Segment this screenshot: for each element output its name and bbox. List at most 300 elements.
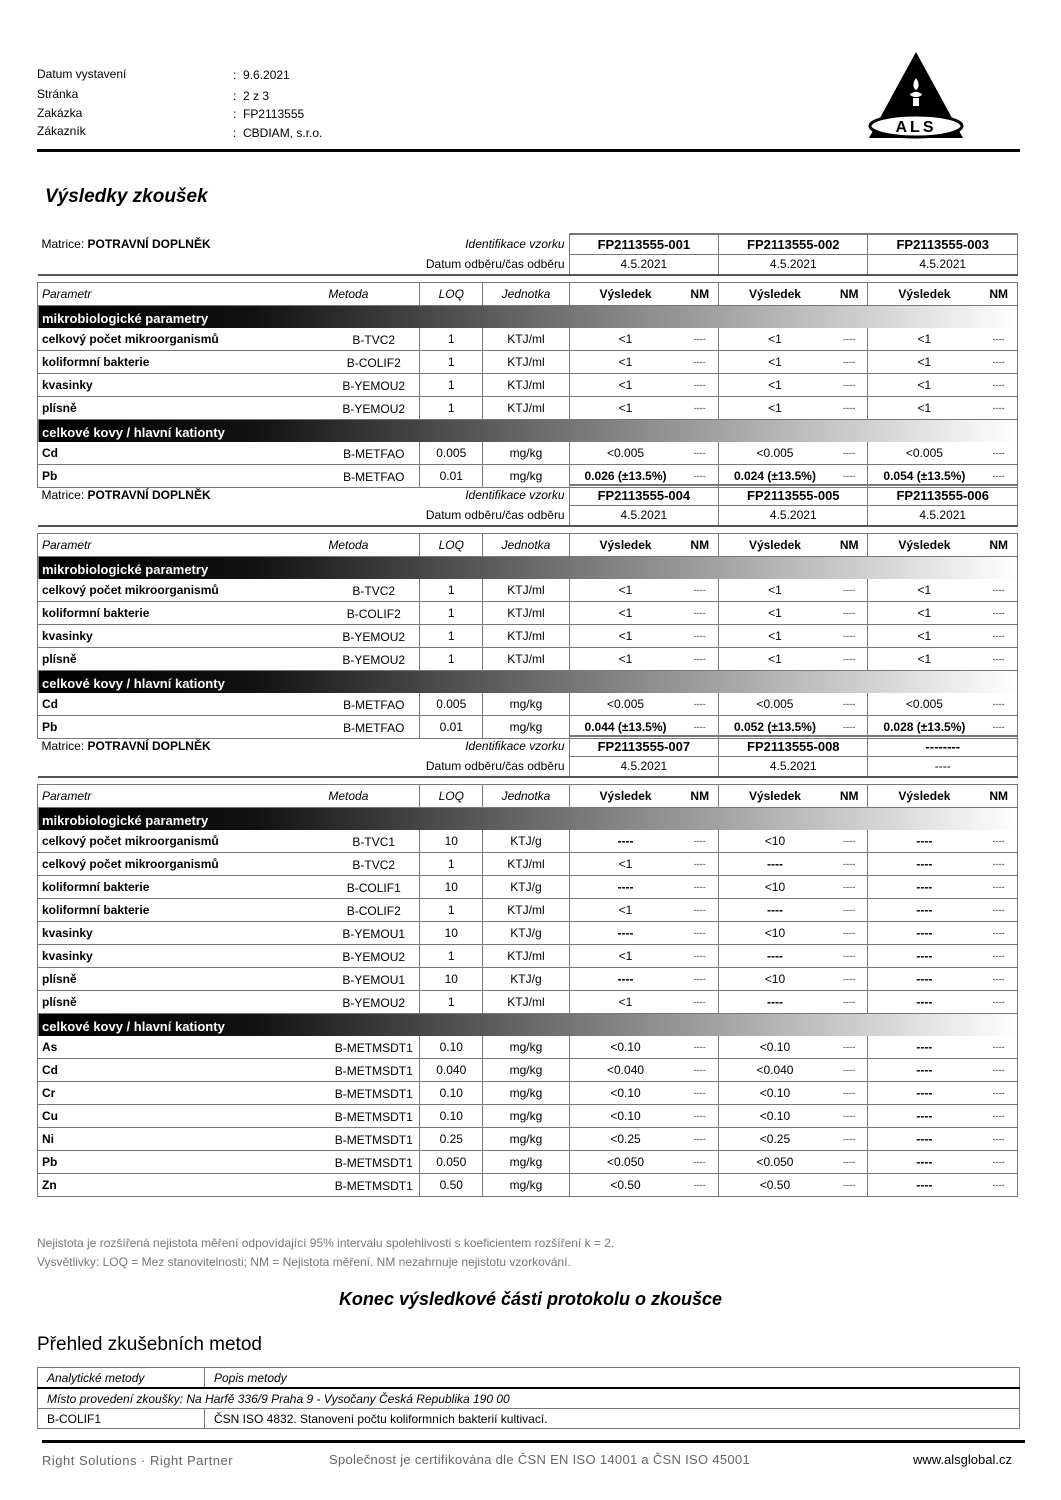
result-value: ---- xyxy=(916,948,933,963)
nm-value: ---- xyxy=(831,1128,868,1151)
col-header-result: Výsledek xyxy=(599,537,652,552)
nm-value: ---- xyxy=(980,579,1017,602)
header-label-page: Stránka xyxy=(37,87,79,101)
result-value: <1 xyxy=(768,605,782,620)
header-label-customer: Zákazník xyxy=(37,124,86,138)
nm-value: ---- xyxy=(831,1105,868,1128)
parameter-name: Ni xyxy=(38,1128,329,1151)
table-row xyxy=(38,876,1018,899)
nm-value: ---- xyxy=(681,876,718,899)
method-code: B-YEMOU2 xyxy=(328,625,419,648)
method-code: B-TVC1 xyxy=(328,830,419,853)
table-row xyxy=(38,1128,1018,1151)
result-value: <1 xyxy=(618,377,633,392)
unit: KTJ/ml xyxy=(483,899,569,922)
table-row xyxy=(38,397,1018,420)
nm-value: ---- xyxy=(980,1036,1017,1059)
parameter-name: koliformní bakterie xyxy=(38,602,329,625)
result-value: ---- xyxy=(916,1085,933,1100)
unit: KTJ/g xyxy=(483,922,569,945)
unit: mg/kg xyxy=(483,1174,569,1197)
section-header: mikrobiologické parametry xyxy=(38,808,1018,831)
result-value: <0.10 xyxy=(610,1085,641,1100)
result-value: <1 xyxy=(917,331,932,346)
method-code: B-METMSDT1 xyxy=(328,1059,419,1082)
sampling-date-label: Datum odběru/čas odběru xyxy=(425,256,565,271)
col-header-nm: NM xyxy=(980,283,1017,306)
parameter-name: kvasinky xyxy=(38,922,329,945)
result-value: ---- xyxy=(766,994,783,1009)
parameter-name: celkový počet mikroorganismů xyxy=(38,328,329,351)
col-header-nm: NM xyxy=(831,283,868,306)
sampling-date: 4.5.2021 xyxy=(569,757,718,778)
nm-value: ---- xyxy=(980,374,1017,397)
nm-value: ---- xyxy=(831,876,868,899)
matrice-label: Matrice: POTRAVNÍ DOPLNĚK xyxy=(41,487,211,502)
result-value: <1 xyxy=(768,400,782,415)
col-header-nm: NM xyxy=(831,534,868,557)
nm-value: ---- xyxy=(980,1082,1017,1105)
unit: mg/kg xyxy=(483,1036,569,1059)
parameter-name: Cd xyxy=(38,442,329,465)
sample-id-label: Identifikace vzorku xyxy=(465,738,565,753)
loq-value: 0.10 xyxy=(420,1036,483,1059)
methods-table xyxy=(37,1367,1020,1429)
footer-website[interactable]: www.alsglobal.cz xyxy=(913,1452,1012,1467)
unit: KTJ/ml xyxy=(483,351,569,374)
result-value: <0.005 xyxy=(756,445,794,460)
result-value: <0.050 xyxy=(607,1154,645,1169)
result-value: <10 xyxy=(764,833,786,848)
result-value: <0.005 xyxy=(905,696,943,711)
method-code: B-YEMOU2 xyxy=(328,374,419,397)
nm-value: ---- xyxy=(681,1174,718,1197)
method-code: B-COLIF2 xyxy=(328,602,419,625)
loq-value: 1 xyxy=(420,991,483,1014)
nm-value: ---- xyxy=(980,968,1017,991)
nm-value: ---- xyxy=(831,1082,868,1105)
method-code: B-TVC2 xyxy=(328,579,419,602)
nm-value: ---- xyxy=(980,1128,1017,1151)
header-value-date: : 9.6.2021 xyxy=(233,68,290,82)
table-row xyxy=(38,830,1018,853)
sample-id: FP2113555-007 xyxy=(569,736,718,757)
result-value: <1 xyxy=(618,605,633,620)
loq-value: 10 xyxy=(420,830,483,853)
result-value: <1 xyxy=(917,400,932,415)
table-row xyxy=(38,579,1018,602)
loq-value: 0.10 xyxy=(420,1082,483,1105)
parameter-name: celkový počet mikroorganismů xyxy=(38,830,329,853)
method-code: B-METMSDT1 xyxy=(328,1105,419,1128)
col-header-parameter: Parametr xyxy=(38,534,329,557)
unit: KTJ/ml xyxy=(483,328,569,351)
header-rule xyxy=(37,149,1020,152)
nm-value: ---- xyxy=(681,625,718,648)
parameter-name: koliformní bakterie xyxy=(38,899,329,922)
nm-value: ---- xyxy=(681,716,718,739)
result-value: ---- xyxy=(916,1177,933,1192)
loq-value: 0.01 xyxy=(420,465,483,488)
parameter-name: celkový počet mikroorganismů xyxy=(38,853,329,876)
col-header-nm: NM xyxy=(980,534,1017,557)
result-value: <1 xyxy=(618,994,633,1009)
nm-value: ---- xyxy=(831,922,868,945)
table-row xyxy=(38,991,1018,1014)
method-code: B-METFAO xyxy=(328,693,419,716)
col-header-loq: LOQ xyxy=(420,785,483,808)
unit: mg/kg xyxy=(483,1151,569,1174)
nm-value: ---- xyxy=(980,328,1017,351)
method-code: B-METFAO xyxy=(328,716,419,739)
table-row xyxy=(38,968,1018,991)
method-code: B-YEMOU2 xyxy=(328,648,419,671)
matrice-label: Matrice: POTRAVNÍ DOPLNĚK xyxy=(41,738,211,753)
result-value: 0.026 (±13.5%) xyxy=(584,468,667,483)
page-title: Výsledky zkoušek xyxy=(45,186,208,207)
nm-value: ---- xyxy=(980,1059,1017,1082)
nm-value: ---- xyxy=(980,922,1017,945)
col-header-unit: Jednotka xyxy=(483,534,569,557)
table-row xyxy=(38,853,1018,876)
nm-value: ---- xyxy=(681,899,718,922)
document-header xyxy=(37,67,437,147)
nm-value: ---- xyxy=(681,328,718,351)
result-value: <1 xyxy=(618,948,633,963)
header-label-date: Datum vystavení xyxy=(37,67,127,81)
loq-value: 1 xyxy=(420,853,483,876)
als-logo xyxy=(866,50,966,145)
col-header-parameter: Parametr xyxy=(38,283,329,306)
loq-value: 1 xyxy=(420,945,483,968)
result-value: ---- xyxy=(916,1131,933,1146)
loq-value: 0.25 xyxy=(420,1128,483,1151)
method-code: B-METMSDT1 xyxy=(328,1082,419,1105)
result-value: <0.040 xyxy=(756,1062,794,1077)
nm-value: ---- xyxy=(831,945,868,968)
table-row xyxy=(38,1082,1018,1105)
parameter-name: Cd xyxy=(38,693,329,716)
nm-value: ---- xyxy=(681,1105,718,1128)
unit: mg/kg xyxy=(483,1082,569,1105)
result-value: <1 xyxy=(917,377,932,392)
unit: KTJ/ml xyxy=(483,648,569,671)
table-row xyxy=(38,1036,1018,1059)
col-header-method: Metoda xyxy=(328,785,419,808)
footer-rule xyxy=(42,1440,1025,1443)
unit: KTJ/g xyxy=(483,968,569,991)
result-value: ---- xyxy=(916,1039,933,1054)
result-value: <1 xyxy=(768,377,782,392)
col-header-result: Výsledek xyxy=(898,286,951,301)
nm-value: ---- xyxy=(831,625,868,648)
method-code: B-COLIF2 xyxy=(328,351,419,374)
parameter-name: Pb xyxy=(38,716,329,739)
col-header-loq: LOQ xyxy=(420,534,483,557)
sampling-date-label: Datum odběru/čas odběru xyxy=(425,507,565,522)
nm-value: ---- xyxy=(831,397,868,420)
sampling-date: 4.5.2021 xyxy=(569,255,718,276)
unit: mg/kg xyxy=(483,1105,569,1128)
loq-value: 10 xyxy=(420,922,483,945)
loq-value: 1 xyxy=(420,351,483,374)
methods-location: Místo provedení zkoušky: Na Harfě 336/9 Praha 9 - Vysočany Česká Republika 190 00 xyxy=(38,1388,1020,1409)
nm-value: ---- xyxy=(980,853,1017,876)
result-value: ---- xyxy=(916,879,933,894)
nm-value: ---- xyxy=(681,830,718,853)
table-row xyxy=(38,899,1018,922)
sampling-date: ---- xyxy=(868,757,1018,778)
table-row xyxy=(38,693,1018,716)
method-code: B-YEMOU2 xyxy=(328,397,419,420)
parameter-name: Cd xyxy=(38,1059,329,1082)
col-header-nm: NM xyxy=(681,283,718,306)
method-code: B-COLIF1 xyxy=(328,876,419,899)
sampling-date: 4.5.2021 xyxy=(569,506,718,527)
sampling-date: 4.5.2021 xyxy=(719,255,868,276)
result-value: <1 xyxy=(917,605,932,620)
result-value: <0.50 xyxy=(759,1177,791,1192)
result-value: <1 xyxy=(917,651,932,666)
result-value: <0.005 xyxy=(607,696,645,711)
col-header-loq: LOQ xyxy=(420,283,483,306)
method-code: B-METFAO xyxy=(328,465,419,488)
result-value: ---- xyxy=(916,902,933,917)
result-value: <1 xyxy=(618,331,633,346)
unit: KTJ/ml xyxy=(483,853,569,876)
col-header-result: Výsledek xyxy=(898,537,951,552)
nm-value: ---- xyxy=(681,602,718,625)
col-header-unit: Jednotka xyxy=(483,785,569,808)
method-code: B-TVC2 xyxy=(328,853,419,876)
parameter-name: kvasinky xyxy=(38,625,329,648)
nm-value: ---- xyxy=(980,465,1017,488)
results-table-3 xyxy=(37,735,1018,1197)
result-value: <1 xyxy=(917,354,932,369)
section-header: mikrobiologické parametry xyxy=(38,557,1018,580)
nm-value: ---- xyxy=(980,945,1017,968)
result-value: <1 xyxy=(768,354,782,369)
results-table-1 xyxy=(37,233,1018,488)
section-header: celkové kovy / hlavní kationty xyxy=(38,1014,1018,1037)
result-value: <1 xyxy=(917,582,932,597)
result-value: <0.050 xyxy=(756,1154,794,1169)
result-value: <0.25 xyxy=(610,1131,641,1146)
legend-note: Vysvětlivky: LOQ = Mez stanovitelnosti; NM = Nejistota měření. NM nezahrnuje nejistotu vzorkování. xyxy=(37,1255,571,1269)
uncertainty-note: Nejistota je rozšířená nejistota měření odpovídající 95% intervalu spolehlivosti s koeficientem rozšíření k = 2. xyxy=(37,1236,615,1250)
table-row xyxy=(38,328,1018,351)
result-value: ---- xyxy=(916,994,933,1009)
nm-value: ---- xyxy=(831,693,868,716)
result-value: <0.10 xyxy=(610,1039,641,1054)
nm-value: ---- xyxy=(980,625,1017,648)
result-value: ---- xyxy=(617,879,634,894)
result-value: <10 xyxy=(764,971,786,986)
result-value: <1 xyxy=(768,582,782,597)
logo-text: ALS xyxy=(895,119,937,136)
nm-value: ---- xyxy=(831,351,868,374)
sample-id: FP2113555-003 xyxy=(868,234,1018,255)
result-value: <0.10 xyxy=(759,1108,791,1123)
loq-value: 1 xyxy=(420,579,483,602)
col-header-result: Výsledek xyxy=(898,788,951,803)
col-header-result: Výsledek xyxy=(748,286,801,301)
nm-value: ---- xyxy=(980,351,1017,374)
nm-value: ---- xyxy=(681,922,718,945)
nm-value: ---- xyxy=(980,442,1017,465)
table-row xyxy=(38,351,1018,374)
table-row xyxy=(38,945,1018,968)
loq-value: 0.040 xyxy=(420,1059,483,1082)
result-value: <1 xyxy=(618,902,633,917)
loq-value: 1 xyxy=(420,648,483,671)
nm-value: ---- xyxy=(980,991,1017,1014)
unit: mg/kg xyxy=(483,442,569,465)
result-value: <0.005 xyxy=(607,445,645,460)
parameter-name: celkový počet mikroorganismů xyxy=(38,579,329,602)
col-header-nm: NM xyxy=(980,785,1017,808)
parameter-name: Cr xyxy=(38,1082,329,1105)
sample-id: FP2113555-001 xyxy=(569,234,718,255)
section-header: celkové kovy / hlavní kationty xyxy=(38,420,1018,443)
result-value: 0.052 (±13.5%) xyxy=(733,719,816,734)
col-header-nm: NM xyxy=(681,534,718,557)
unit: mg/kg xyxy=(483,465,569,488)
sampling-date: 4.5.2021 xyxy=(719,506,868,527)
unit: KTJ/ml xyxy=(483,945,569,968)
method-code: B-METMSDT1 xyxy=(328,1151,419,1174)
footer-certification: Společnost je certifikována dle ČSN EN ISO 14001 a ČSN ISO 45001 xyxy=(329,1452,750,1467)
matrice-label: Matrice: POTRAVNÍ DOPLNĚK xyxy=(41,236,211,251)
parameter-name: As xyxy=(38,1036,329,1059)
header-label-order: Zakázka xyxy=(37,106,83,120)
table-row xyxy=(38,625,1018,648)
method-description: ČSN ISO 4832. Stanovení počtu koliformních bakterií kultivací. xyxy=(205,1409,1020,1429)
nm-value: ---- xyxy=(831,716,868,739)
result-value: <1 xyxy=(768,628,782,643)
table-row xyxy=(38,374,1018,397)
nm-value: ---- xyxy=(831,1059,868,1082)
result-value: ---- xyxy=(617,925,634,940)
nm-value: ---- xyxy=(980,830,1017,853)
loq-value: 0.50 xyxy=(420,1174,483,1197)
col-header-parameter: Parametr xyxy=(38,785,329,808)
loq-value: 1 xyxy=(420,625,483,648)
section-header: celkové kovy / hlavní kationty xyxy=(38,671,1018,694)
loq-value: 1 xyxy=(420,374,483,397)
table-row xyxy=(38,602,1018,625)
loq-value: 1 xyxy=(420,328,483,351)
nm-value: ---- xyxy=(831,853,868,876)
nm-value: ---- xyxy=(681,579,718,602)
methods-col-description: Popis metody xyxy=(205,1368,1020,1389)
result-value: <0.005 xyxy=(905,445,943,460)
unit: KTJ/ml xyxy=(483,991,569,1014)
nm-value: ---- xyxy=(831,830,868,853)
nm-value: ---- xyxy=(831,328,868,351)
unit: mg/kg xyxy=(483,716,569,739)
result-value: <1 xyxy=(618,354,633,369)
result-value: <1 xyxy=(618,400,633,415)
method-code: B-METMSDT1 xyxy=(328,1036,419,1059)
result-value: ---- xyxy=(617,833,634,848)
method-code: B-YEMOU2 xyxy=(328,945,419,968)
result-value: <1 xyxy=(768,651,782,666)
nm-value: ---- xyxy=(681,1082,718,1105)
result-value: ---- xyxy=(916,833,933,848)
methods-title: Přehled zkušebních metod xyxy=(37,1334,262,1355)
unit: KTJ/g xyxy=(483,876,569,899)
nm-value: ---- xyxy=(831,465,868,488)
result-value: ---- xyxy=(766,856,783,871)
table-row xyxy=(38,442,1018,465)
result-value: <0.10 xyxy=(610,1108,641,1123)
result-value: ---- xyxy=(766,902,783,917)
loq-value: 0.005 xyxy=(420,442,483,465)
result-value: ---- xyxy=(916,925,933,940)
result-value: <1 xyxy=(618,856,633,871)
unit: mg/kg xyxy=(483,693,569,716)
nm-value: ---- xyxy=(681,374,718,397)
parameter-name: plísně xyxy=(38,991,329,1014)
unit: KTJ/ml xyxy=(483,397,569,420)
sample-id-label: Identifikace vzorku xyxy=(465,236,565,251)
result-value: <0.10 xyxy=(759,1039,791,1054)
result-value: ---- xyxy=(916,1154,933,1169)
loq-value: 1 xyxy=(420,602,483,625)
method-code: B-METMSDT1 xyxy=(328,1174,419,1197)
nm-value: ---- xyxy=(831,899,868,922)
parameter-name: plísně xyxy=(38,648,329,671)
unit: mg/kg xyxy=(483,1128,569,1151)
loq-value: 10 xyxy=(420,968,483,991)
method-code: B-METMSDT1 xyxy=(328,1128,419,1151)
sampling-date: 4.5.2021 xyxy=(868,255,1018,276)
table-row xyxy=(38,1174,1018,1197)
method-code: B-METFAO xyxy=(328,442,419,465)
nm-value: ---- xyxy=(831,991,868,1014)
loq-value: 10 xyxy=(420,876,483,899)
result-value: 0.024 (±13.5%) xyxy=(733,468,816,483)
header-value-order: : FP2113555 xyxy=(233,107,305,121)
nm-value: ---- xyxy=(681,968,718,991)
col-header-result: Výsledek xyxy=(599,788,652,803)
sample-id: FP2113555-006 xyxy=(868,485,1018,506)
unit: KTJ/ml xyxy=(483,374,569,397)
col-header-method: Metoda xyxy=(328,283,419,306)
unit: KTJ/ml xyxy=(483,579,569,602)
nm-value: ---- xyxy=(831,602,868,625)
sampling-date: 4.5.2021 xyxy=(868,506,1018,527)
col-header-nm: NM xyxy=(831,785,868,808)
nm-value: ---- xyxy=(831,374,868,397)
method-code: B-COLIF2 xyxy=(328,899,419,922)
header-value-customer: : CBDIAM, s.r.o. xyxy=(233,126,323,140)
col-header-result: Výsledek xyxy=(748,788,801,803)
sample-id: FP2113555-002 xyxy=(719,234,868,255)
result-value: <1 xyxy=(618,582,633,597)
unit: KTJ/ml xyxy=(483,602,569,625)
table-row xyxy=(38,1151,1018,1174)
loq-value: 0.10 xyxy=(420,1105,483,1128)
loq-value: 0.050 xyxy=(420,1151,483,1174)
end-of-results-title: Konec výsledkové části protokolu o zkoušce xyxy=(338,1289,723,1309)
nm-value: ---- xyxy=(980,1174,1017,1197)
nm-value: ---- xyxy=(681,945,718,968)
result-value: <1 xyxy=(618,651,633,666)
method-code: B-YEMOU1 xyxy=(328,922,419,945)
parameter-name: plísně xyxy=(38,397,329,420)
